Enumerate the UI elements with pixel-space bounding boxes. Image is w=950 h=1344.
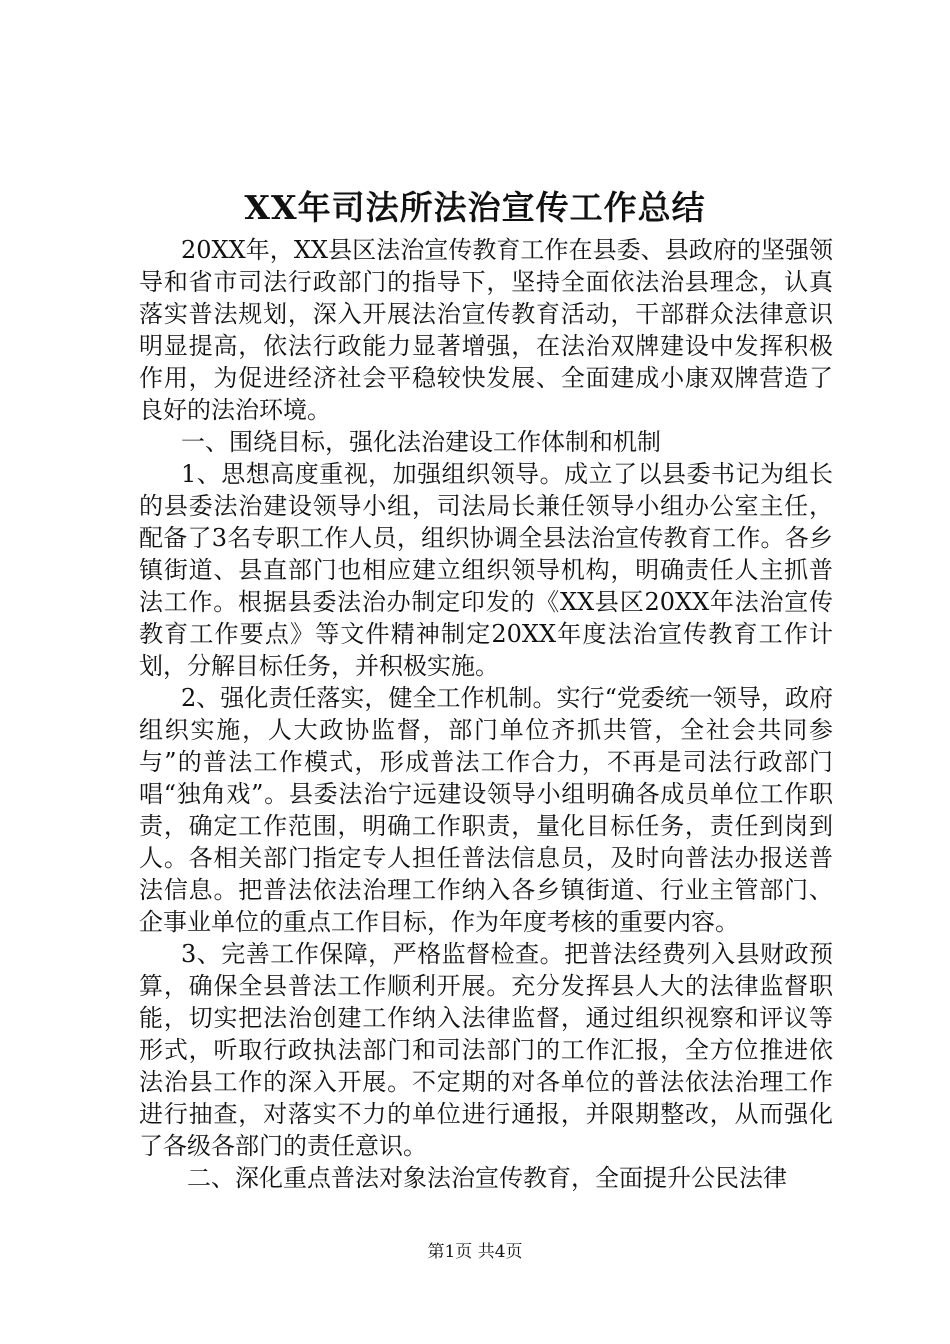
document-title: XX年司法所法治宣传工作总结 (244, 188, 706, 227)
section-heading-1: 一、围绕目标，强化法治建设工作体制和机制 (181, 428, 661, 456)
section-heading-2: 二、深化重点普法对象法治宣传教育，全面提升公民法律 (187, 1164, 787, 1192)
document-body (139, 234, 833, 1194)
item-paragraph-1: 1、思想高度重视，加强组织领导。成立了以县委书记为组长的县委法治建设领导小组，司法局长兼任领导小组办公室主任，配备了3名专职工作人员，组织协调全县法治宣传教育工作。各乡镇街道、县直部门也相应建立组织领导机构，明确责任人主抓普法工作。根据县委法治办制定印发的《XX县区20XX年法治宣传教育工作要点》等文件精神制定20XX年度法治宣传教育工作计划，分解目标任务，并积极实施。 (139, 460, 833, 680)
item-paragraph-3: 3、完善工作保障，严格监督检查。把普法经费列入县财政预算，确保全县普法工作顺利开展。充分发挥县人大的法律监督职能，切实把法治创建工作纳入法律监督，通过组织视察和评议等形式，听取行政执法部门和司法部门的工作汇报，全方位推进依法治县工作的深入开展。不定期的对各单位的普法依法治理工作进行抽查，对落实不力的单位进行通报，并限期整改，从而强化了各级各部门的责任意识。 (139, 940, 833, 1160)
intro-paragraph: 20XX年，XX县区法治宣传教育工作在县委、县政府的坚强领导和省市司法行政部门的指导下，坚持全面依法治县理念，认真落实普法规划，深入开展法治宣传教育活动，干部群众法律意识明显提高，依法行政能力显著增强，在法治双牌建设中发挥积极作用，为促进经济社会平稳较快发展、全面建成小康双牌营造了良好的法治环境。 (139, 236, 833, 424)
item-paragraph-2: 2、强化责任落实，健全工作机制。实行“党委统一领导，政府组织实施，人大政协监督，部门单位齐抓共管，全社会共同参与”的普法工作模式，形成普法工作合力，不再是司法行政部门唱“独角戏”。县委法治宁远建设领导小组明确各成员单位工作职责，确定工作范围，明确工作职责，量化目标任务，责任到岗到人。各相关部门指定专人担任普法信息员，及时向普法办报送普法信息。把普法依法治理工作纳入各乡镇街道、行业主管部门、企事业单位的重点工作目标，作为年度考核的重要内容。 (139, 684, 833, 936)
page-number-footer: 第1页 共4页 (427, 1242, 523, 1262)
